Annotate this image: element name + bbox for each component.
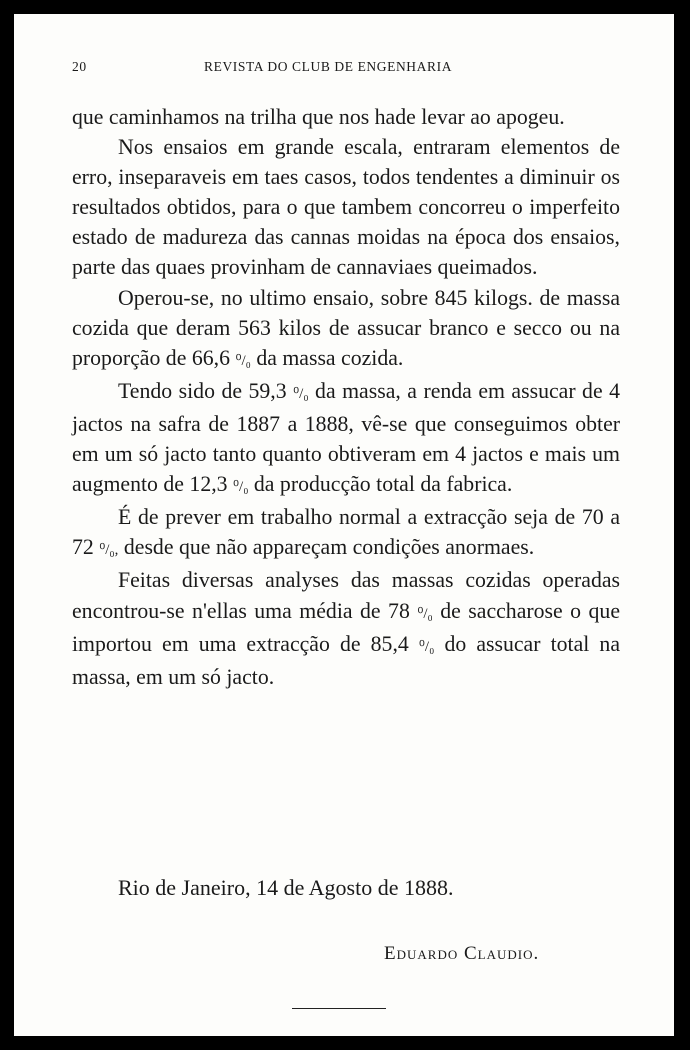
running-title: REVISTA DO CLUB DE ENGENHARIA bbox=[204, 59, 453, 74]
percent-sign: ⁰/₀ bbox=[233, 479, 249, 496]
document-page bbox=[14, 14, 674, 1036]
place-and-date: Rio de Janeiro, 14 de Agosto de 1888. bbox=[118, 875, 454, 900]
paragraph-3-text-a: Operou-se, no ultimo ensaio, sobre 845 kilogs. de massa cozida que deram 563 kilos de assucar branco e secco ou na proporção de 66,6 bbox=[72, 285, 620, 370]
closing-rule bbox=[292, 1008, 386, 1009]
paragraph-4-text-c: da producção total da fabrica. bbox=[253, 472, 513, 497]
percent-sign: ⁰/₀ bbox=[418, 638, 435, 655]
paragraph-3-text-b: da massa cozida. bbox=[256, 345, 404, 370]
paragraph-1 bbox=[72, 102, 620, 132]
percent-sign: ⁰/₀ bbox=[293, 385, 309, 402]
paragraph-5-text-a: É de prever em trabalho normal a extracção seja de 70 a 72 bbox=[72, 505, 620, 560]
paragraph-5 bbox=[72, 502, 620, 565]
body-text bbox=[72, 102, 620, 692]
author-signature: Eduardo Claudio. bbox=[384, 943, 540, 964]
paragraph-6 bbox=[72, 565, 620, 691]
paragraph-6-text-c: do assucar total na massa, em um só jacto. bbox=[72, 631, 621, 689]
percent-sign: ⁰/₀ bbox=[235, 352, 251, 369]
paragraph-5-text-b: desde que não appareçam condições anormaes. bbox=[123, 535, 535, 560]
page-header bbox=[72, 59, 620, 79]
page-number: 20 bbox=[72, 59, 87, 74]
paragraph-6-text-a: Feitas diversas analyses das massas cozidas operadas encontrou-se n'ellas uma média de 78 bbox=[72, 568, 620, 623]
paragraph-4-text-a: Tendo sido de 59,3 bbox=[118, 378, 287, 403]
paragraph-2-text: Nos ensaios em grande escala, entraram elementos de erro, inseparaveis em taes casos, todos tendentes a diminuir os resultados obtidos, para o que tambem concorreu o imperfeito estado de madureza das cannas moidas na época dos ensaios, parte das quaes provinham de cannaviaes queimados. bbox=[72, 135, 620, 280]
percent-sign: ⁰/₀ bbox=[417, 605, 433, 622]
paragraph-3 bbox=[72, 283, 620, 376]
percent-sign: ⁰/₀, bbox=[99, 542, 119, 559]
paragraph-6-text-b: de saccharose o que importou em uma extracção de 85,4 bbox=[72, 598, 621, 656]
paragraph-4-text-b: da massa, a renda em assucar de 4 jactos na safra de 1887 a 1888, vê-se que conseguimos obter em um só jacto tanto quanto obtiveram em 4 jactos e mais um augmento de 12,3 bbox=[72, 378, 621, 497]
paragraph-1-text: que caminhamos na trilha que nos hade levar ao apogeu. bbox=[72, 105, 565, 129]
paragraph-2 bbox=[72, 132, 620, 282]
paragraph-4 bbox=[72, 376, 620, 502]
